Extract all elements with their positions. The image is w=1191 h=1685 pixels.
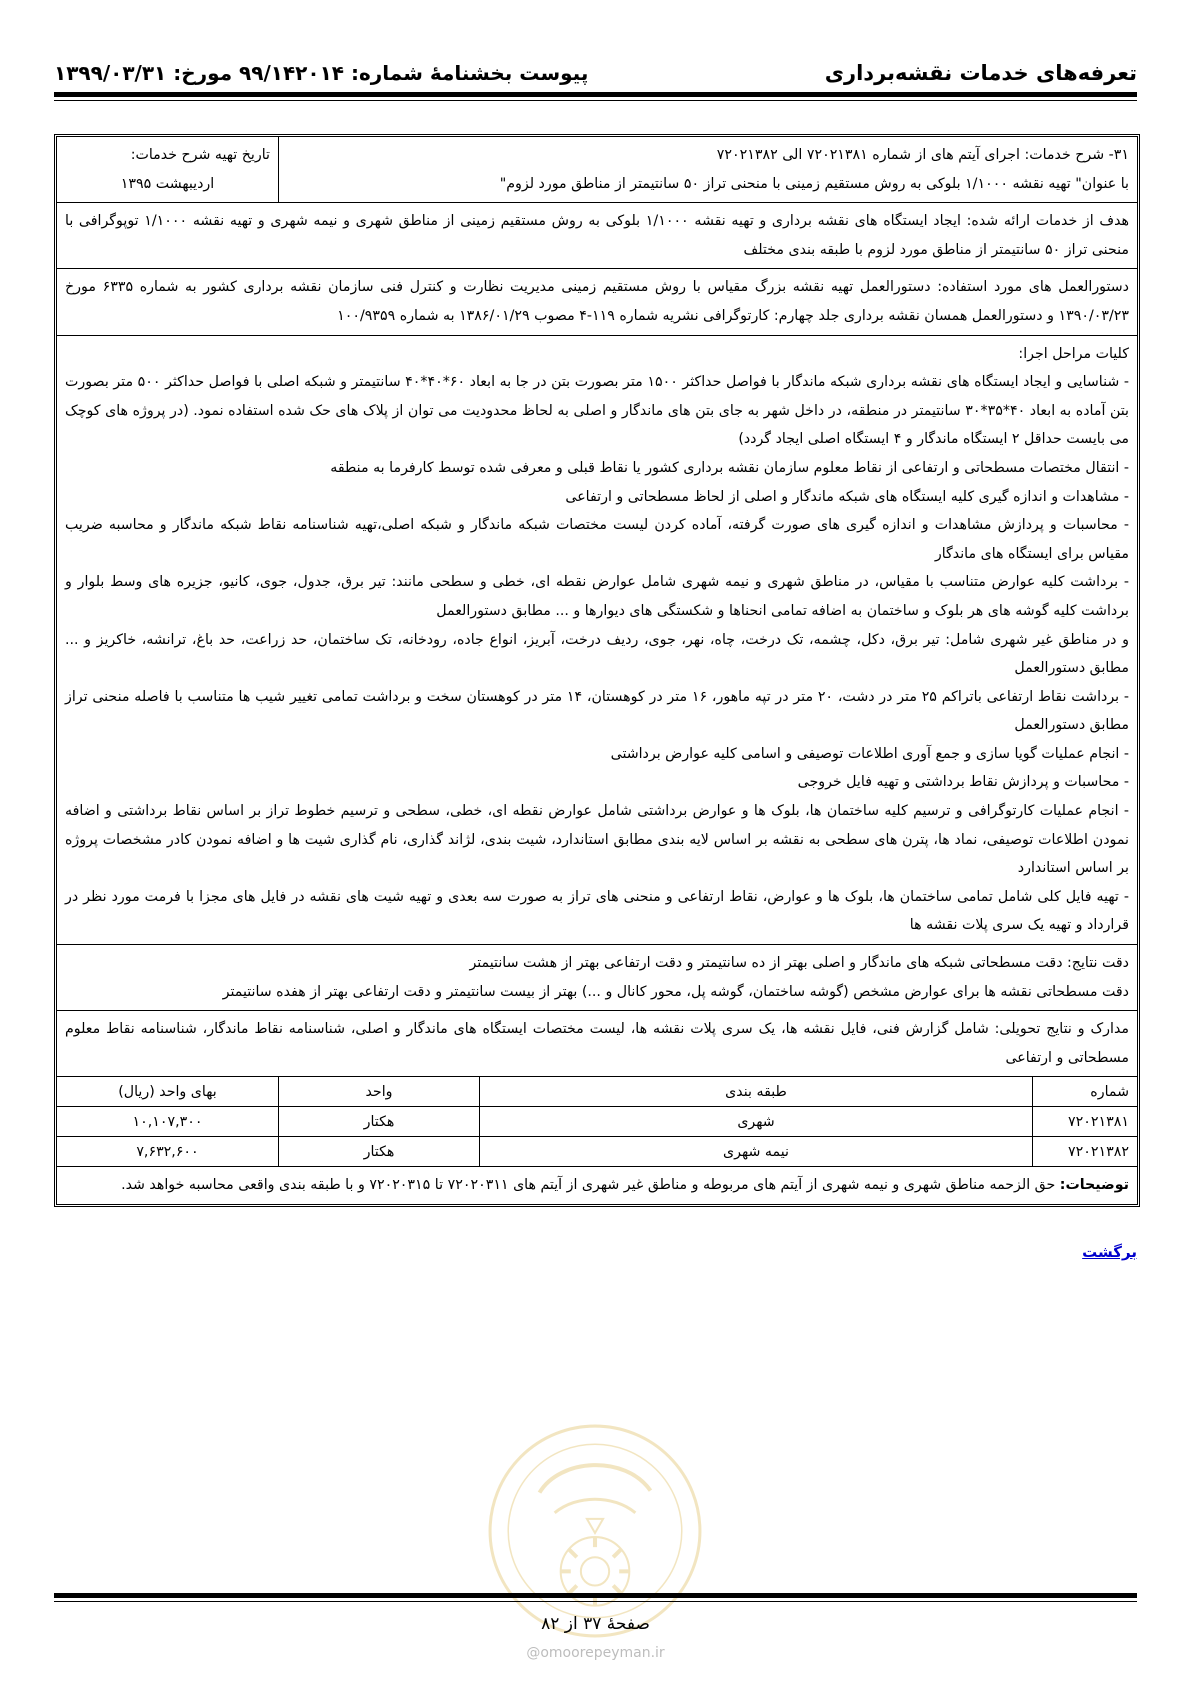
steps-section	[57, 335, 1137, 944]
row-unit: هکتار	[279, 1137, 480, 1167]
list-item: - محاسبات و پردازش نقاط برداشتی و تهیه فایل خروجی	[797, 774, 1129, 791]
list-item: و در مناطق غیر شهری شامل: تیر برق، دکل، چشمه، تک درخت، چاه، نهر، جوی، ردیف درخت، آبریز، انواع جاده، رودخانه، تک ساختمان، حد زراعت، حد باغ، ترانشه، خاکریز و ... مطابق دستورالعمل	[65, 631, 1129, 677]
steps-list	[65, 368, 1129, 940]
row-class: نیمه شهری	[480, 1137, 1033, 1167]
service-date-value: اردیبهشت ۱۳۹۵	[120, 175, 215, 192]
deliverables-section: مدارک و نتایج تحویلی: شامل گزارش فنی، فایل نقشه ها، یک سری پلات نقشه ها، لیست مختصات ایستگاه های ماندگار و اصلی، شناسنامه نقاط ماندگار، شناسنامه نقاط معلوم مسطحاتی و ارتفاعی	[57, 1010, 1137, 1076]
footer-rule-thick	[54, 1593, 1137, 1598]
page-header	[54, 56, 1137, 90]
header-price: بهای واحد (ریال)	[118, 1083, 217, 1100]
header-rule-thin	[54, 100, 1137, 101]
notes-label: توضیحات:	[1059, 1177, 1129, 1194]
table-row	[57, 1107, 1137, 1137]
instructions-section: دستورالعمل های مورد استفاده: دستورالعمل تهیه نقشه بزرگ مقیاس با روش مستقیم زمینی مدیریت نظارت و کنترل فنی سازمان نقشه برداری کشور به شماره ۶۳۳۵ مورخ ۱۳۹۰/۰۳/۲۳ و دستورالعمل همسان نقشه برداری جلد چهارم: کارتوگرافی نشریه شماره ۱۱۹-۴ مصوب ۱۳۸۶/۰۱/۲۹ به شماره ۱۰۰/۹۳۵۹	[57, 268, 1137, 334]
page-number: صفحهٔ ۳۷ از ۸۲	[541, 1614, 650, 1634]
notes-section	[57, 1166, 1137, 1204]
header-class: طبقه بندی	[480, 1077, 1033, 1107]
service-date-cell	[57, 137, 278, 202]
header-unit: واحد	[279, 1077, 480, 1107]
list-item: - برداشت کلیه عوارض متناسب با مقیاس، در مناطق شهری و نیمه شهری شامل عوارض نقطه ای، خطی و سطحی مانند: تیر برق، جدول، جوی، کانیو، جزیره های وسط بلوار و برداشت کلیه گوشه های هر بلوک و ساختمان به اضافه تمامی انحناها و شکستگی های دیوارها و ... مطابق دستورالعمل	[65, 574, 1129, 619]
website-watermark: @omoorepeyman.ir	[526, 1645, 665, 1661]
document-title: تعرفه‌های خدمات نقشه‌برداری	[824, 61, 1137, 85]
list-item: - انجام عملیات گویا سازی و جمع آوری اطلاعات توصیفی و اسامی کلیه عوارض برداشتی	[610, 745, 1129, 762]
list-item: - انجام عملیات کارتوگرافی و ترسیم کلیه ساختمان ها، بلوک ها و عوارض برداشتی شامل عوارض نقطه ای، خطی، سطحی و ترسیم خطوط تراز بر اساس نقاط برداشتی و اضافه نمودن اطلاعات توصیفی، نماد ها، پترن های سطحی به نقشه بر اساس لایه بندی مطابق استاندارد، شیت بندی، لژاند گذاری، نام گذاری شیت ها و اضافه نمودن کادر مشخصات پروژه بر اساس استاندارد	[65, 803, 1129, 877]
header-code: شماره	[1033, 1077, 1138, 1107]
header-rule-thick	[54, 92, 1137, 97]
row-unit: هکتار	[279, 1107, 480, 1137]
service-title-line1: ۳۱- شرح خدمات: اجرای آیتم های از شماره ۷۲۰۲۱۳۸۱ الی ۷۲۰۲۱۳۸۲	[716, 147, 1129, 163]
list-item: - تهیه فایل کلی شامل تمامی ساختمان ها، بلوک ها و عوارض، نقاط ارتفاعی و منحنی های تراز به صورت سه بعدی و تهیه شیت های نقشه در فایل های مجزا با فرمت مورد نظر در قرارداد و تهیه یک سری پلات نقشه ها	[65, 888, 1129, 934]
goal-section: هدف از خدمات ارائه شده: ایجاد ایستگاه های نقشه برداری و تهیه نقشه ۱/۱۰۰۰ بلوکی به روش مستقیم زمینی از مناطق شهری و نیمه شهری و تهیه نقشه ۱/۱۰۰۰ توپوگرافی با منحنی تراز ۵۰ سانتیمتر از مناطق مورد لزوم با طبقه بندی مختلف	[57, 202, 1137, 268]
footer-rule-thin	[54, 1601, 1137, 1602]
accuracy-section	[57, 944, 1137, 1010]
watermark-seal-icon	[484, 1420, 706, 1642]
row-class: شهری	[480, 1107, 1033, 1137]
service-table	[54, 134, 1140, 1207]
list-item: - محاسبات و پردازش مشاهدات و اندازه گیری های صورت گرفته، آماده کردن لیست مختصات شبکه ماندگار و شبکه اصلی،تهیه شناسنامه نقاط شبکه ماندگار و محاسبه ضریب مقیاس برای ایستگاه های ماندگار	[65, 517, 1129, 562]
service-description	[278, 137, 1137, 202]
list-item: - شناسایی و ایجاد ایستگاه های نقشه برداری شبکه ماندگار با فواصل حداکثر ۱۵۰۰ متر بصورت بتن در جا به ابعاد ۶۰*۴۰*۴۰ سانتیمتر و شبکه اصلی با فواصل حداکثر ۵۰۰ متر بصورت بتن آماده به ابعاد ۴۰*۳۵*۳۰ سانتیمتر در منطقه، در داخل شهر به جای بتن های ماندگار و اصلی به لحاظ محدودیت می توان از پلاک های حک شده استفاده نمود. (در پروژه های کوچک می بایست حداقل ۲ ایستگاه ماندگار و ۴ ایستگاه اصلی ایجاد گردد)	[65, 374, 1129, 448]
accuracy-line1: دقت نتایج: دقت مسطحاتی شبکه های ماندگار و اصلی بهتر از ده سانتیمتر و دقت ارتفاعی بهتر از هشت سانتیمتر	[469, 955, 1129, 972]
price-table	[57, 1077, 1137, 1166]
row-price: ۷,۶۳۲,۶۰۰	[57, 1137, 279, 1167]
row-code: ۷۲۰۲۱۳۸۲	[1033, 1137, 1138, 1167]
service-title-row	[57, 137, 1137, 202]
notes-text: حق الزحمه مناطق شهری و نیمه شهری از آیتم های مربوطه و مناطق غیر شهری از آیتم های ۷۲۰۲۰۳۱۱ تا ۷۲۰۲۰۳۱۵ و با طبقه بندی واقعی محاسبه خواهد شد.	[121, 1177, 1056, 1194]
list-item: - مشاهدات و اندازه گیری کلیه ایستگاه های شبکه ماندگار و اصلی از لحاظ مسطحاتی و ارتفاعی	[565, 488, 1129, 505]
list-item: - انتقال مختصات مسطحاتی و ارتفاعی از نقاط معلوم سازمان نقشه برداری کشور یا نقاط قبلی و معرفی شده توسط کارفرما به منطقه	[330, 459, 1129, 476]
list-item: - برداشت نقاط ارتفاعی باتراکم ۲۵ متر در دشت، ۲۰ متر در تپه ماهور، ۱۶ متر در کوهستان، ۱۴ متر در کوهستان سخت و برداشت تمامی تغییر شیب ها متناسب با فاصله منحنی تراز مطابق دستورالعمل	[65, 688, 1129, 734]
price-table-header	[57, 1077, 1137, 1107]
row-code: ۷۲۰۲۱۳۸۱	[1033, 1107, 1138, 1137]
steps-heading: کلیات مراحل اجرا:	[1018, 345, 1129, 362]
accuracy-line2: دقت مسطحاتی نقشه ها برای عوارض مشخص (گوشه ساختمان، گوشه پل، محور کانال و ...) بهتر از بیست سانتیمتر و دقت ارتفاعی بهتر از هفده سانتیمتر	[222, 983, 1129, 1000]
circular-reference: پیوست بخشنامهٔ شماره: ۹۹/۱۴۲۰۱۴ مورخ: ۱۳۹۹/۰۳/۳۱	[54, 61, 589, 85]
table-row	[57, 1137, 1137, 1167]
row-price: ۱۰,۱۰۷,۳۰۰	[57, 1107, 279, 1137]
back-link[interactable]: برگشت	[1082, 1243, 1137, 1261]
service-title-line2: با عنوان" تهیه نقشه ۱/۱۰۰۰ بلوکی به روش مستقیم زمینی با منحنی تراز ۵۰ سانتیمتر از مناطق مورد لزوم"	[499, 175, 1129, 192]
price-section	[57, 1076, 1137, 1166]
service-date-label: تاریخ تهیه شرح خدمات:	[130, 147, 270, 163]
